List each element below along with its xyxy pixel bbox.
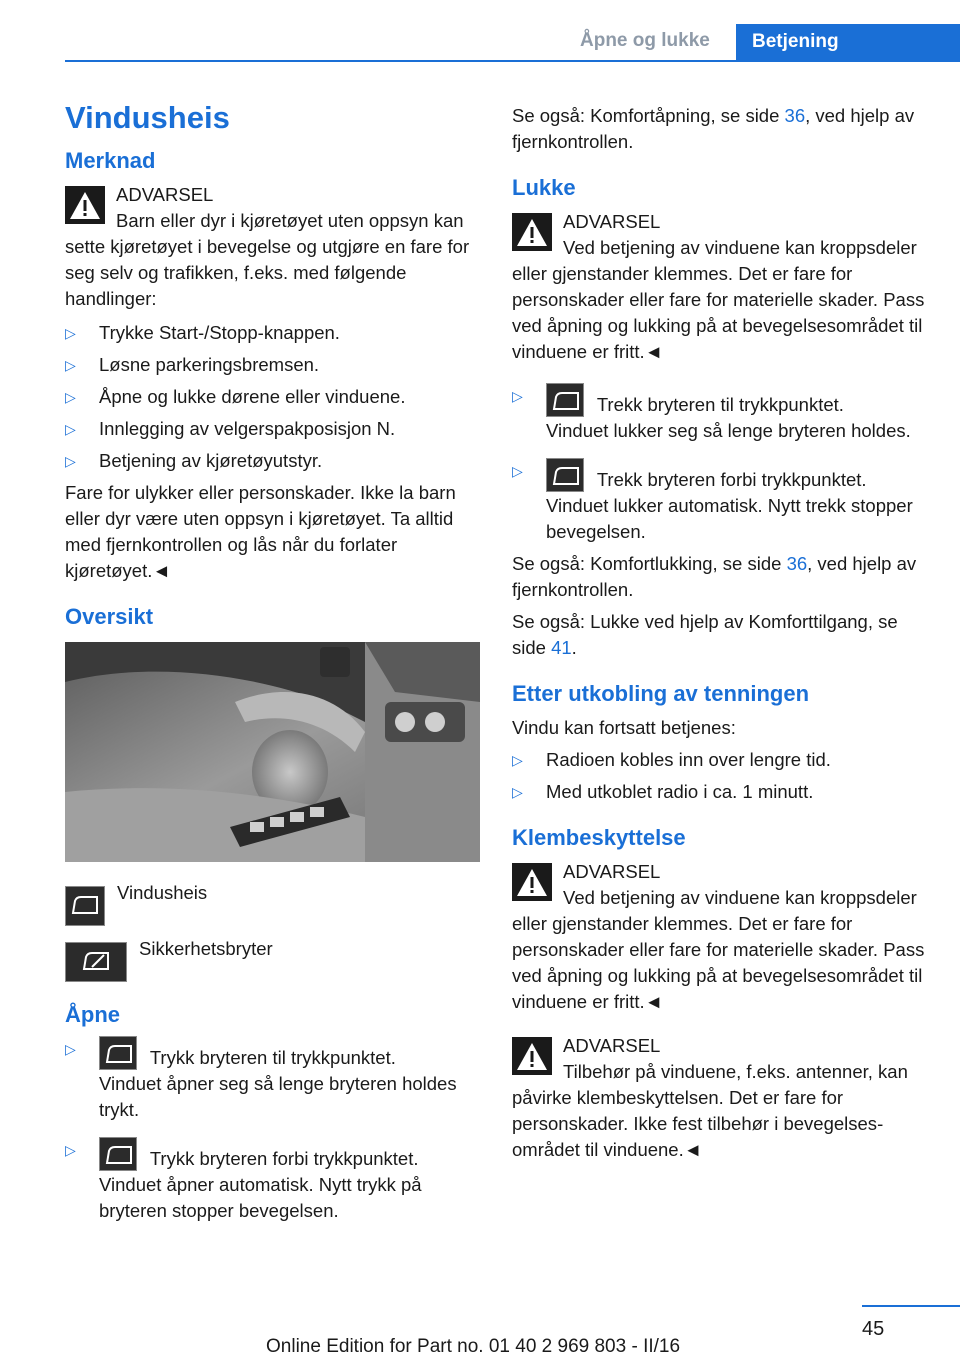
list-item-text: Trekk bryteren forbi trykkpunktet.	[596, 469, 867, 490]
see-also-comfort-close	[512, 551, 930, 603]
heading-lukke: Lukke	[512, 175, 576, 200]
apne-list	[65, 1036, 483, 1224]
triangle-bullet-icon: ▷	[65, 325, 76, 341]
page-link[interactable]: 36	[786, 553, 808, 574]
list-item	[65, 1036, 483, 1123]
warning-triangle-icon	[512, 863, 552, 901]
legend-window-switch	[65, 880, 483, 926]
window-switch-icon	[546, 383, 584, 417]
see-also-text: Se også: Lukke ved hjelp av Komforttilgang, se side	[512, 611, 898, 658]
triangle-bullet-icon: ▷	[65, 453, 76, 469]
list-item-text: Trykk bryteren forbi trykkpunktet.	[149, 1148, 419, 1169]
header-section: Åpne og lukke	[580, 30, 710, 51]
right-column	[512, 103, 930, 1171]
header-rule	[65, 60, 960, 62]
list-item-text: Trekk bryteren til trykkpunktet.	[596, 394, 844, 415]
see-also-text: , ved hjelp av fjernkontrollen.	[512, 105, 915, 152]
footer-rule	[862, 1305, 960, 1307]
triangle-bullet-icon: ▷	[512, 752, 523, 768]
safety-switch-icon	[65, 942, 127, 982]
list-item	[65, 320, 483, 346]
see-also-comfort-open	[512, 103, 930, 155]
list-item	[512, 779, 930, 805]
warning-text: Tilbehør på vinduene, f.eks. antenner, kan påvirke klembeskyttelsen. Det er fare for personskader. Ikke fest tilbehør i bevegelsesområdet til vinduene.◄	[512, 1061, 908, 1160]
etter-intro: Vindu kan fortsatt betjenes:	[512, 717, 736, 738]
list-item	[512, 383, 930, 444]
warning-block	[512, 859, 930, 1015]
triangle-bullet-icon: ▷	[65, 389, 76, 405]
list-item-text: Radioen kobles inn over lengre tid.	[546, 749, 831, 770]
triangle-bullet-icon: ▷	[512, 463, 523, 479]
list-item-subtext: Vinduet lukker seg så lenge bryteren holdes.	[546, 420, 911, 441]
list-item-subtext: Vinduet lukker automatisk. Nytt trekk stopper bevegelsen.	[546, 495, 913, 542]
list-item	[65, 352, 483, 378]
warning-triangle-icon	[512, 213, 552, 251]
warning-list	[65, 320, 483, 474]
see-also-comfort-access	[512, 609, 930, 661]
page-title: Vindusheis	[65, 100, 230, 135]
list-item-subtext: Vinduet åpner seg så lenge bryteren holdes trykt.	[99, 1073, 457, 1120]
page-link[interactable]: 41	[551, 637, 572, 658]
heading-etter-utkobling: Etter utkobling av tenningen	[512, 681, 810, 706]
warning-block	[512, 1033, 930, 1163]
list-item-subtext: Vinduet åpner automatisk. Nytt trykk på bryteren stopper bevegelsen.	[99, 1174, 422, 1221]
see-also-text: , ved hjelp av fjernkontrollen.	[512, 553, 917, 600]
see-also-text: Se også: Komfortåpning, se side	[512, 105, 785, 126]
list-item	[65, 448, 483, 474]
header-chapter-tab: Betjening	[736, 24, 960, 62]
list-item-text: Innlegging av velgerspakposisjon N.	[99, 418, 396, 439]
page-link[interactable]: 36	[784, 105, 806, 126]
left-column	[65, 98, 483, 1230]
warning-title: ADVARSEL	[116, 184, 214, 205]
legend-safety-switch	[65, 936, 483, 982]
see-also-text: Se også: Komfortlukking, se side	[512, 553, 787, 574]
heading-apne: Åpne	[65, 1002, 120, 1027]
triangle-bullet-icon: ▷	[65, 1041, 76, 1057]
window-switch-icon	[99, 1137, 137, 1171]
warning-title: ADVARSEL	[563, 211, 661, 232]
window-switch-icon	[546, 458, 584, 492]
triangle-bullet-icon: ▷	[512, 784, 523, 800]
window-switch-icon	[65, 886, 105, 926]
triangle-bullet-icon: ▷	[65, 357, 76, 373]
warning-text: Barn eller dyr i kjøretøyet uten oppsyn kan sette kjøretøyet i bevegelse og utgjøre en fare for seg selv og trafikken, f.eks. med følgende handlinger:	[65, 210, 470, 309]
triangle-bullet-icon: ▷	[65, 421, 76, 437]
triangle-bullet-icon: ▷	[65, 1142, 76, 1158]
warning-triangle-icon	[65, 186, 105, 224]
warning-text: Ved betjening av vinduene kan kroppsdeler eller gjenstander klemmes. Det er fare for personskader eller fare for materielle skader. Pass ved åpning og lukking på at bevegelsesområdet til vinduene er fritt.◄	[512, 887, 925, 1012]
list-item-text: Betjening av kjøretøyutstyr.	[99, 450, 323, 471]
etter-list	[512, 747, 930, 805]
list-item	[65, 384, 483, 410]
warning-title: ADVARSEL	[563, 861, 661, 882]
heading-oversikt: Oversikt	[65, 604, 154, 629]
list-item	[65, 416, 483, 442]
legend-label: Vindusheis	[117, 882, 208, 903]
list-item	[512, 747, 930, 773]
list-item-text: Løsne parkeringsbremsen.	[99, 354, 320, 375]
heading-merknad: Merknad	[65, 148, 156, 173]
heading-klembeskyttelse: Klembeskyttelse	[512, 825, 686, 850]
warning-title: ADVARSEL	[563, 1035, 661, 1056]
list-item	[65, 1137, 483, 1224]
warning-text: Ved betjening av vinduene kan kroppsdeler eller gjenstander klemmes. Det er fare for personskader eller fare for materielle skader. Pass ved åpning og lukking på at bevegelsesområdet til vinduene er fritt.◄	[512, 237, 925, 362]
list-item	[512, 458, 930, 545]
see-also-text: .	[571, 637, 577, 658]
legend-label: Sikkerhetsbryter	[139, 938, 273, 959]
warning-triangle-icon	[512, 1037, 552, 1075]
list-item-text: Trykke Start-/Stopp-knappen.	[99, 322, 340, 343]
list-item-text: Trykk bryteren til trykkpunktet.	[149, 1047, 396, 1068]
warning-block	[512, 209, 930, 365]
page-number: 45	[862, 1318, 885, 1340]
list-item-text: Med utkoblet radio i ca. 1 minutt.	[546, 781, 814, 802]
lukke-list	[512, 383, 930, 545]
footer-edition: Online Edition for Part no. 01 40 2 969 803 - II/16	[266, 1336, 681, 1357]
triangle-bullet-icon: ▷	[512, 388, 523, 404]
door-panel-photo	[65, 642, 480, 862]
warning-block	[65, 182, 483, 312]
window-switch-icon	[99, 1036, 137, 1070]
list-item-text: Åpne og lukke dørene eller vinduene.	[99, 386, 406, 407]
warning-consequence: Fare for ulykker eller personskader. Ikke la barn eller dyr være uten oppsyn i kjøretøyet. Ta alltid med fjernkontrollen og lås når du forlater kjøretøyet.◄	[65, 482, 456, 581]
